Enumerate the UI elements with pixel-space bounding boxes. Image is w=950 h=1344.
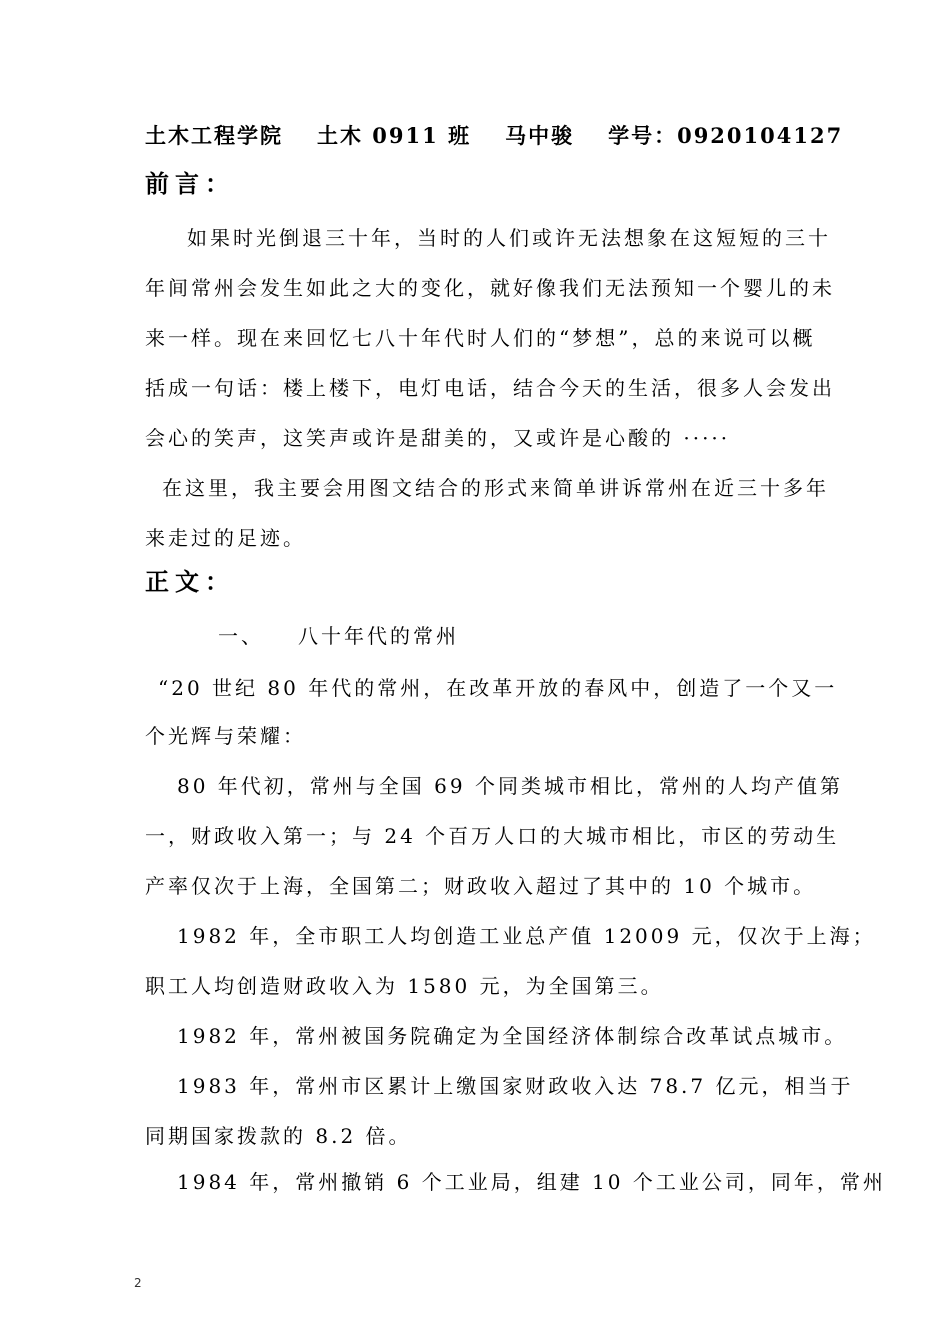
- paragraph-line: 来一样。现在来回忆七八十年代时人们的“梦想”，总的来说可以概: [145, 326, 816, 350]
- section-heading: [218, 622, 459, 650]
- paragraph-line: 如果时光倒退三十年，当时的人们或许无法想象在这短短的三十: [187, 226, 831, 250]
- paragraph-line: 1982 年，常州被国务院确定为全国经济体制综合改革试点城市。: [177, 1024, 848, 1048]
- paragraph-line: 在这里，我主要会用图文结合的形式来简单讲诉常州在近三十多年: [162, 476, 829, 500]
- paragraph-line: 同期国家拨款的 8.2 倍。: [145, 1124, 412, 1148]
- author-info-line: [145, 122, 843, 150]
- page-number: 2: [134, 1276, 142, 1290]
- paragraph-line: 一，财政收入第一；与 24 个百万人口的大城市相比，市区的劳动生: [145, 824, 840, 848]
- paragraph-line: 1984 年，常州撤销 6 个工业局，组建 10 个工业公司，同年，常州: [177, 1170, 886, 1194]
- class-name: 土木 0911 班: [317, 123, 472, 148]
- paragraph-line: 年间常州会发生如此之大的变化，就好像我们无法预知一个婴儿的未: [145, 276, 835, 300]
- section-number: 一、: [218, 624, 264, 648]
- paragraph-line: 会心的笑声，这笑声或许是甜美的，又或许是心酸的 ·····: [145, 426, 731, 450]
- paragraph-line: 括成一句话：楼上楼下，电灯电话，结合今天的生活，很多人会发出: [145, 376, 835, 400]
- paragraph-line: 来走过的足迹。: [145, 526, 306, 550]
- section-title: 八十年代的常州: [298, 624, 459, 648]
- student-id: 学号：0920104127: [608, 123, 844, 148]
- paragraph-line: 1982 年，全市职工人均创造工业总产值 12009 元，仅次于上海；: [177, 924, 876, 948]
- paragraph-line: 职工人均创造财政收入为 1580 元，为全国第三。: [145, 974, 664, 998]
- paragraph-line: “20 世纪 80 年代的常州，在改革开放的春风中，创造了一个又一: [158, 676, 838, 700]
- preface-heading: 前言：: [145, 169, 235, 198]
- college-name: 土木工程学院: [145, 123, 283, 148]
- paragraph-line: 产率仅次于上海，全国第二；财政收入超过了其中的 10 个城市。: [145, 874, 817, 898]
- paragraph-line: 80 年代初，常州与全国 69 个同类城市相比，常州的人均产值第: [177, 774, 843, 798]
- paragraph-line: 1983 年，常州市区累计上缴国家财政收入达 78.7 亿元，相当于: [177, 1074, 854, 1098]
- paragraph-line: 个光辉与荣耀：: [145, 724, 306, 748]
- body-heading: 正文：: [145, 567, 235, 596]
- author-name: 马中骏: [505, 123, 575, 148]
